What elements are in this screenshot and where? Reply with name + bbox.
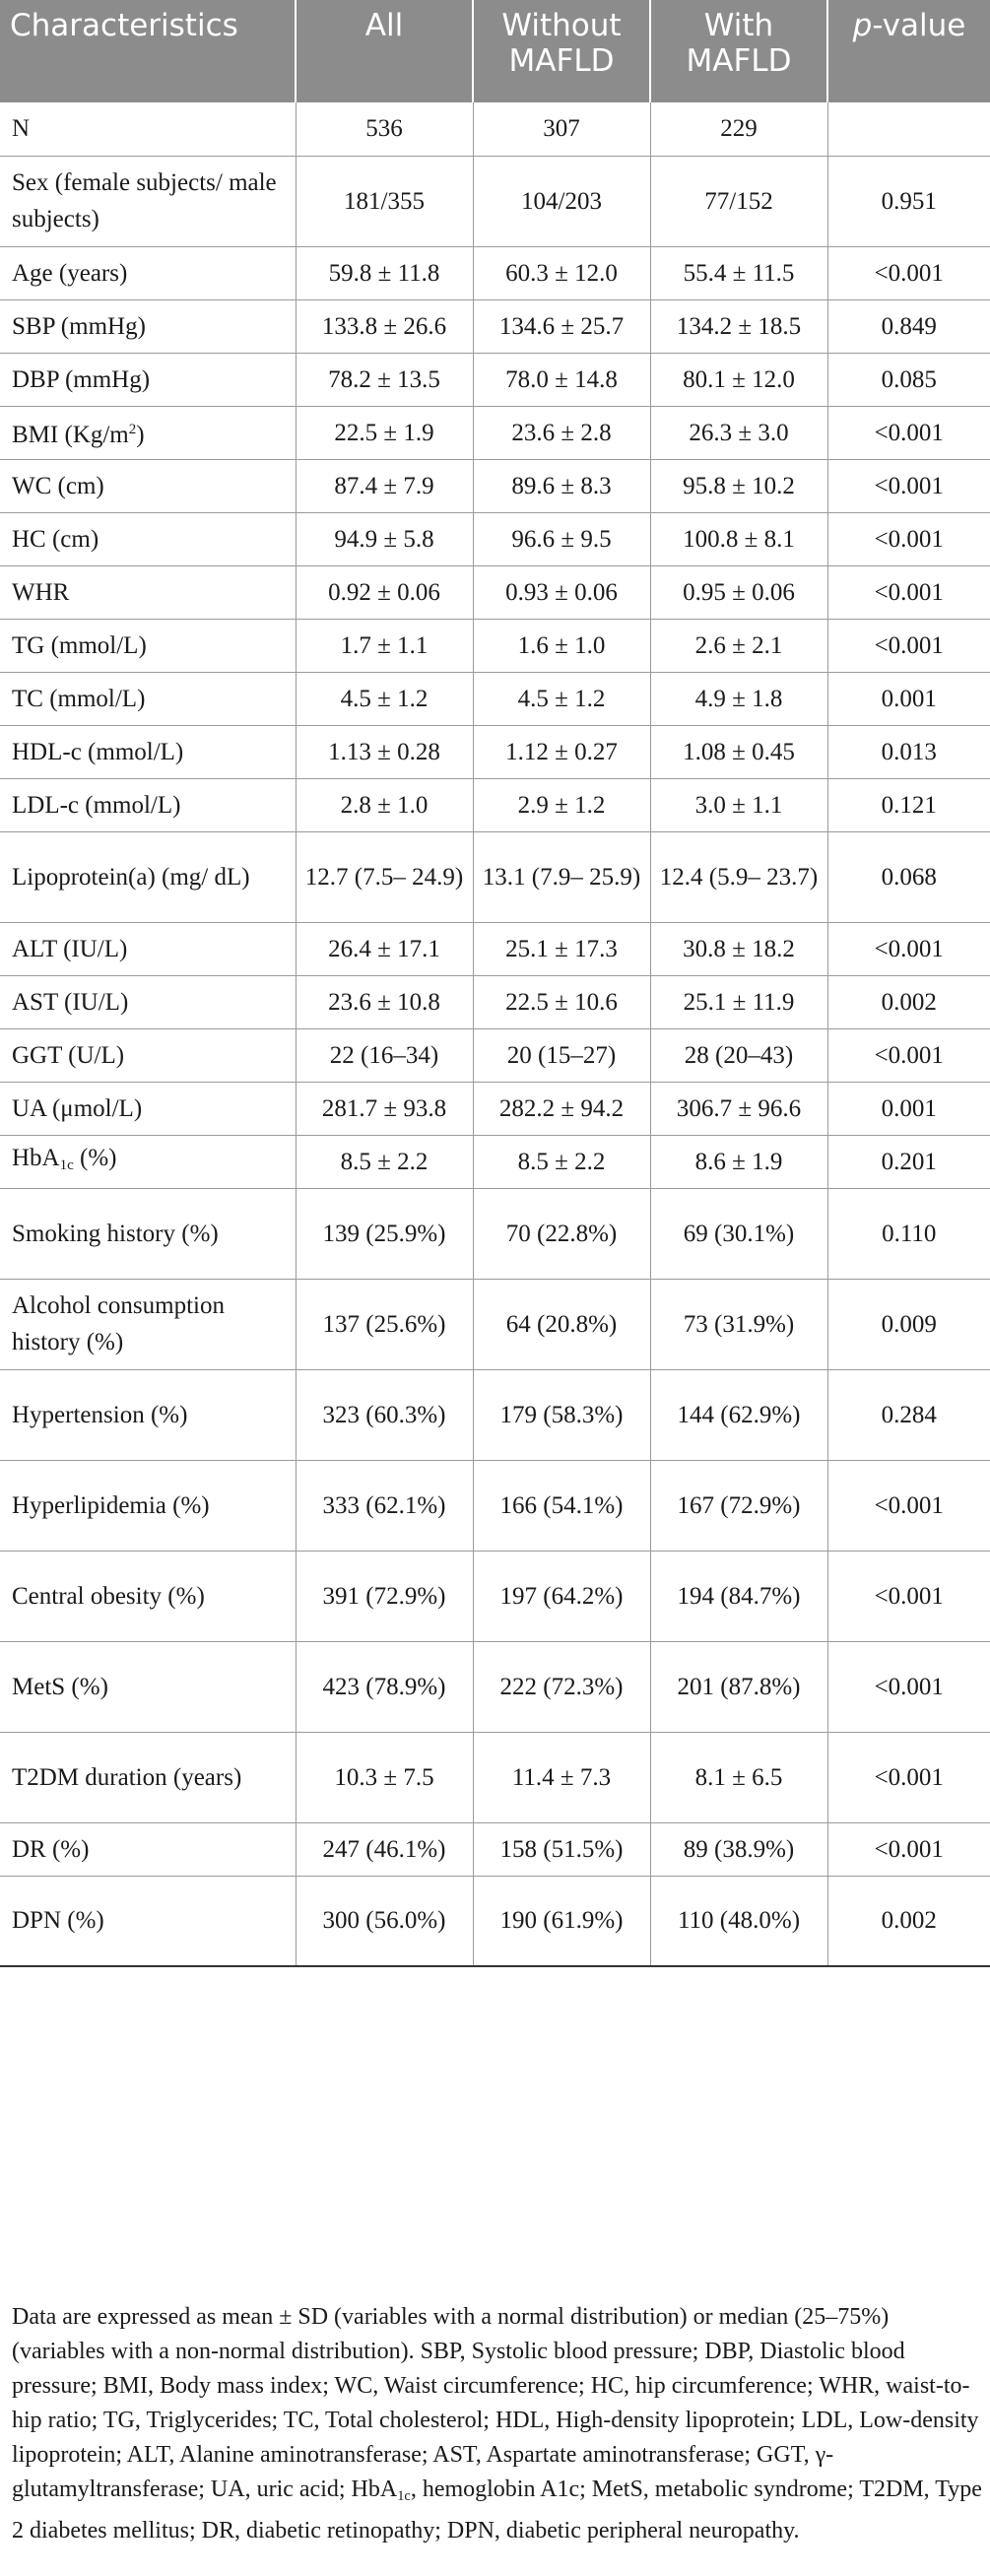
- row-label-text: Age (years): [12, 259, 128, 287]
- row-label: [0, 406, 296, 459]
- cell-p-value: <0.001: [827, 922, 990, 975]
- cell-p-value: <0.001: [827, 565, 990, 619]
- cell-with-mafld: 8.6 ± 1.9: [650, 1135, 827, 1188]
- cell-without-mafld: 222 (72.3%): [473, 1641, 650, 1732]
- row-label: [0, 156, 296, 246]
- cell-all: 2.8 ± 1.0: [296, 778, 473, 831]
- cell-with-mafld: 73 (31.9%): [650, 1279, 827, 1369]
- cell-with-mafld: 100.8 ± 8.1: [650, 512, 827, 565]
- row-label-text: Lipoprotein(a) (mg/ dL): [12, 863, 250, 891]
- cell-without-mafld: 1.6 ± 1.0: [473, 619, 650, 672]
- table-row: [0, 1551, 990, 1641]
- cell-without-mafld: 20 (15–27): [473, 1028, 650, 1082]
- cell-without-mafld: 96.6 ± 9.5: [473, 512, 650, 565]
- row-label-text: Hyperlipidemia (%): [12, 1491, 210, 1519]
- cell-p-value: 0.121: [827, 778, 990, 831]
- cell-all: 247 (46.1%): [296, 1822, 473, 1876]
- row-label: [0, 1732, 296, 1822]
- row-label: [0, 512, 296, 565]
- row-label: [0, 1822, 296, 1876]
- row-label-text: Central obesity (%): [12, 1582, 205, 1610]
- table-row: [0, 1369, 990, 1460]
- cell-all: 22.5 ± 1.9: [296, 406, 473, 459]
- row-label-text: WC (cm): [12, 472, 104, 499]
- cell-p-value: <0.001: [827, 1822, 990, 1876]
- cell-p-value: <0.001: [827, 512, 990, 565]
- row-label-text: TC (mmol/L): [12, 685, 146, 712]
- cell-p-value: 0.201: [827, 1135, 990, 1188]
- cell-with-mafld: 77/152: [650, 156, 827, 246]
- cell-with-mafld: 144 (62.9%): [650, 1369, 827, 1460]
- cell-all: 391 (72.9%): [296, 1551, 473, 1641]
- table-row: [0, 246, 990, 299]
- row-label: [0, 922, 296, 975]
- cell-without-mafld: 1.12 ± 0.27: [473, 725, 650, 778]
- cell-p-value: 0.110: [827, 1188, 990, 1279]
- table-row: [0, 1460, 990, 1551]
- row-label: [0, 1460, 296, 1551]
- cell-p-value: 0.001: [827, 1082, 990, 1135]
- cell-with-mafld: 30.8 ± 18.2: [650, 922, 827, 975]
- footnote-sub: 1c: [397, 2488, 411, 2504]
- cell-all: 8.5 ± 2.2: [296, 1135, 473, 1188]
- cell-with-mafld: 89 (38.9%): [650, 1822, 827, 1876]
- cell-p-value: 0.002: [827, 975, 990, 1028]
- cell-all: 333 (62.1%): [296, 1460, 473, 1551]
- cell-p-value: <0.001: [827, 246, 990, 299]
- header-all: All: [296, 0, 473, 102]
- cell-p-value: <0.001: [827, 1732, 990, 1822]
- header-p-letter: p: [852, 8, 873, 43]
- row-label-text: Smoking history (%): [12, 1220, 219, 1247]
- row-label: [0, 1641, 296, 1732]
- cell-p-value: 0.002: [827, 1876, 990, 1966]
- cell-p-value: 0.013: [827, 725, 990, 778]
- cell-all: 94.9 ± 5.8: [296, 512, 473, 565]
- cell-all: 281.7 ± 93.8: [296, 1082, 473, 1135]
- cell-without-mafld: 282.2 ± 94.2: [473, 1082, 650, 1135]
- row-label-text: SBP (mmHg): [12, 312, 146, 340]
- row-label-text: Sex (female subjects/ male subjects): [12, 169, 277, 232]
- row-label-text: DR (%): [12, 1835, 90, 1863]
- cell-without-mafld: 78.0 ± 14.8: [473, 353, 650, 406]
- table-row: [0, 156, 990, 246]
- cell-with-mafld: 194 (84.7%): [650, 1551, 827, 1641]
- table-row: [0, 725, 990, 778]
- cell-all: 26.4 ± 17.1: [296, 922, 473, 975]
- table-row: [0, 459, 990, 512]
- table-row: [0, 1732, 990, 1822]
- table-row: [0, 102, 990, 156]
- header-characteristics: Characteristics: [0, 0, 296, 102]
- row-label-text: HbA: [12, 1144, 60, 1171]
- row-label-text: AST (IU/L): [12, 988, 129, 1016]
- cell-p-value: <0.001: [827, 459, 990, 512]
- cell-p-value: <0.001: [827, 1028, 990, 1082]
- cell-without-mafld: 197 (64.2%): [473, 1551, 650, 1641]
- cell-with-mafld: 26.3 ± 3.0: [650, 406, 827, 459]
- cell-all: 0.92 ± 0.06: [296, 565, 473, 619]
- row-label: [0, 1135, 296, 1188]
- cell-p-value: 0.009: [827, 1279, 990, 1369]
- row-label: [0, 1369, 296, 1460]
- cell-without-mafld: 190 (61.9%): [473, 1876, 650, 1966]
- table-row: [0, 1876, 990, 1966]
- footnote-part1: Data are expressed as mean ± SD (variables with a normal distribution) or median (25–75%) (variables with a non-normal distribution). SBP, Systolic blood pressure; DBP, Diastolic blood pressure; BMI, Body mass index; WC, Waist circumference; HC, hip circumference; WHR, waist-to-hip ratio; TG, Triglycerides; TC, Total cholesterol; HDL, High-density lipoprotein; LDL, Low-density lipoprotein; ALT, Alanine aminotransferase; AST, Aspartate aminotransferase; GGT, γ-glutamyltransferase; UA, uric acid; HbA: [12, 2304, 979, 2502]
- cell-all: 10.3 ± 7.5: [296, 1732, 473, 1822]
- cell-with-mafld: 306.7 ± 96.6: [650, 1082, 827, 1135]
- cell-p-value: <0.001: [827, 1641, 990, 1732]
- cell-without-mafld: 8.5 ± 2.2: [473, 1135, 650, 1188]
- table-row: [0, 1279, 990, 1369]
- cell-with-mafld: 229: [650, 102, 827, 156]
- cell-with-mafld: 69 (30.1%): [650, 1188, 827, 1279]
- cell-with-mafld: 80.1 ± 12.0: [650, 353, 827, 406]
- table-row: [0, 1082, 990, 1135]
- cell-with-mafld: 1.08 ± 0.45: [650, 725, 827, 778]
- cell-with-mafld: 134.2 ± 18.5: [650, 299, 827, 353]
- cell-without-mafld: 89.6 ± 8.3: [473, 459, 650, 512]
- cell-all: 23.6 ± 10.8: [296, 975, 473, 1028]
- cell-with-mafld: 110 (48.0%): [650, 1876, 827, 1966]
- row-label: [0, 672, 296, 725]
- footnote-part2: , hemoglobin A1c; MetS, metabolic syndrome; T2DM, Type 2 diabetes mellitus; DR, diabetic retinopathy; DPN, diabetic peripheral neuropathy.: [12, 2477, 982, 2543]
- row-label-text: UA (μmol/L): [12, 1094, 143, 1122]
- cell-all: 181/355: [296, 156, 473, 246]
- cell-with-mafld: 2.6 ± 2.1: [650, 619, 827, 672]
- cell-all: 4.5 ± 1.2: [296, 672, 473, 725]
- row-label-text: MetS (%): [12, 1673, 108, 1700]
- header-with-mafld: With MAFLD: [650, 0, 827, 102]
- cell-all: 1.7 ± 1.1: [296, 619, 473, 672]
- row-label: [0, 1279, 296, 1369]
- cell-without-mafld: 60.3 ± 12.0: [473, 246, 650, 299]
- cell-with-mafld: 28 (20–43): [650, 1028, 827, 1082]
- cell-all: 423 (78.9%): [296, 1641, 473, 1732]
- row-label: [0, 459, 296, 512]
- cell-with-mafld: 8.1 ± 6.5: [650, 1732, 827, 1822]
- cell-p-value: <0.001: [827, 1460, 990, 1551]
- table-row: [0, 1641, 990, 1732]
- cell-all: 323 (60.3%): [296, 1369, 473, 1460]
- cell-without-mafld: 2.9 ± 1.2: [473, 778, 650, 831]
- cell-p-value: 0.001: [827, 672, 990, 725]
- row-label: [0, 975, 296, 1028]
- row-label: [0, 102, 296, 156]
- row-label: [0, 778, 296, 831]
- row-label: [0, 1876, 296, 1966]
- header-p-suffix: -value: [872, 8, 966, 43]
- cell-all: 22 (16–34): [296, 1028, 473, 1082]
- cell-with-mafld: 3.0 ± 1.1: [650, 778, 827, 831]
- cell-all: 78.2 ± 13.5: [296, 353, 473, 406]
- cell-p-value: 0.085: [827, 353, 990, 406]
- row-label-text: BMI (Kg/m: [12, 422, 129, 448]
- table-row: [0, 1188, 990, 1279]
- cell-with-mafld: 4.9 ± 1.8: [650, 672, 827, 725]
- row-label: [0, 725, 296, 778]
- table-row: [0, 778, 990, 831]
- cell-p-value: [827, 102, 990, 156]
- cell-p-value: <0.001: [827, 406, 990, 459]
- header-p-value: [827, 0, 990, 102]
- cell-without-mafld: 13.1 (7.9– 25.9): [473, 831, 650, 922]
- cell-without-mafld: 0.93 ± 0.06: [473, 565, 650, 619]
- table-row: [0, 922, 990, 975]
- cell-without-mafld: 307: [473, 102, 650, 156]
- cell-without-mafld: 11.4 ± 7.3: [473, 1732, 650, 1822]
- cell-without-mafld: 64 (20.8%): [473, 1279, 650, 1369]
- table-row: [0, 1822, 990, 1876]
- row-label-text: DPN (%): [12, 1907, 104, 1935]
- cell-p-value: <0.001: [827, 1551, 990, 1641]
- row-label-text: HDL-c (mmol/L): [12, 738, 184, 765]
- row-label-text: GGT (U/L): [12, 1041, 125, 1069]
- row-label-text: N: [12, 115, 31, 143]
- cell-all: 139 (25.9%): [296, 1188, 473, 1279]
- table-row: [0, 512, 990, 565]
- cell-without-mafld: 166 (54.1%): [473, 1460, 650, 1551]
- table-row: [0, 975, 990, 1028]
- row-label: [0, 565, 296, 619]
- cell-p-value: 0.068: [827, 831, 990, 922]
- cell-p-value: <0.001: [827, 619, 990, 672]
- cell-without-mafld: 23.6 ± 2.8: [473, 406, 650, 459]
- table-row: [0, 831, 990, 922]
- table-footnote: [12, 2300, 982, 2548]
- table-row: [0, 1028, 990, 1082]
- row-label-text: DBP (mmHg): [12, 365, 151, 393]
- row-label: [0, 1188, 296, 1279]
- cell-all: 536: [296, 102, 473, 156]
- cell-with-mafld: 25.1 ± 11.9: [650, 975, 827, 1028]
- row-label-text: LDL-c (mmol/L): [12, 791, 181, 819]
- row-label-suffix: (%): [73, 1144, 117, 1171]
- row-label: [0, 1028, 296, 1082]
- row-label-text: WHR: [12, 578, 70, 606]
- cell-with-mafld: 95.8 ± 10.2: [650, 459, 827, 512]
- cell-all: 300 (56.0%): [296, 1876, 473, 1966]
- cell-without-mafld: 134.6 ± 25.7: [473, 299, 650, 353]
- row-label: [0, 246, 296, 299]
- cell-without-mafld: 158 (51.5%): [473, 1822, 650, 1876]
- cell-with-mafld: 0.95 ± 0.06: [650, 565, 827, 619]
- row-label: [0, 619, 296, 672]
- cell-with-mafld: 167 (72.9%): [650, 1460, 827, 1551]
- row-label: [0, 353, 296, 406]
- cell-all: 12.7 (7.5– 24.9): [296, 831, 473, 922]
- cell-all: 87.4 ± 7.9: [296, 459, 473, 512]
- table-row: [0, 1135, 990, 1188]
- cell-with-mafld: 55.4 ± 11.5: [650, 246, 827, 299]
- table-row: [0, 619, 990, 672]
- table-row: [0, 672, 990, 725]
- cell-all: 59.8 ± 11.8: [296, 246, 473, 299]
- row-label-text: T2DM duration (years): [12, 1763, 242, 1791]
- table-row: [0, 299, 990, 353]
- cell-without-mafld: 4.5 ± 1.2: [473, 672, 650, 725]
- row-label-text: Hypertension (%): [12, 1401, 188, 1428]
- row-label-superscript: 2: [128, 422, 137, 437]
- cell-all: 1.13 ± 0.28: [296, 725, 473, 778]
- cell-without-mafld: 104/203: [473, 156, 650, 246]
- row-label-suffix: ): [136, 422, 145, 448]
- row-label: [0, 831, 296, 922]
- cell-all: 137 (25.6%): [296, 1279, 473, 1369]
- header-row: [0, 0, 990, 102]
- row-label-text: ALT (IU/L): [12, 935, 128, 962]
- table-row: [0, 353, 990, 406]
- row-label-text: HC (cm): [12, 525, 99, 553]
- cell-p-value: 0.284: [827, 1369, 990, 1460]
- cell-with-mafld: 12.4 (5.9– 23.7): [650, 831, 827, 922]
- table-row: [0, 406, 990, 459]
- cell-p-value: 0.951: [827, 156, 990, 246]
- cell-with-mafld: 201 (87.8%): [650, 1641, 827, 1732]
- row-label-text: Alcohol consumption history (%): [12, 1292, 225, 1355]
- cell-without-mafld: 70 (22.8%): [473, 1188, 650, 1279]
- row-label-subscript: 1c: [59, 1156, 74, 1173]
- row-label: [0, 1551, 296, 1641]
- header-without-mafld: Without MAFLD: [473, 0, 650, 102]
- cell-without-mafld: 179 (58.3%): [473, 1369, 650, 1460]
- row-label: [0, 1082, 296, 1135]
- cell-without-mafld: 22.5 ± 10.6: [473, 975, 650, 1028]
- cell-p-value: 0.849: [827, 299, 990, 353]
- row-label-text: TG (mmol/L): [12, 631, 147, 659]
- cell-without-mafld: 25.1 ± 17.3: [473, 922, 650, 975]
- table-row: [0, 565, 990, 619]
- row-label: [0, 299, 296, 353]
- cell-all: 133.8 ± 26.6: [296, 299, 473, 353]
